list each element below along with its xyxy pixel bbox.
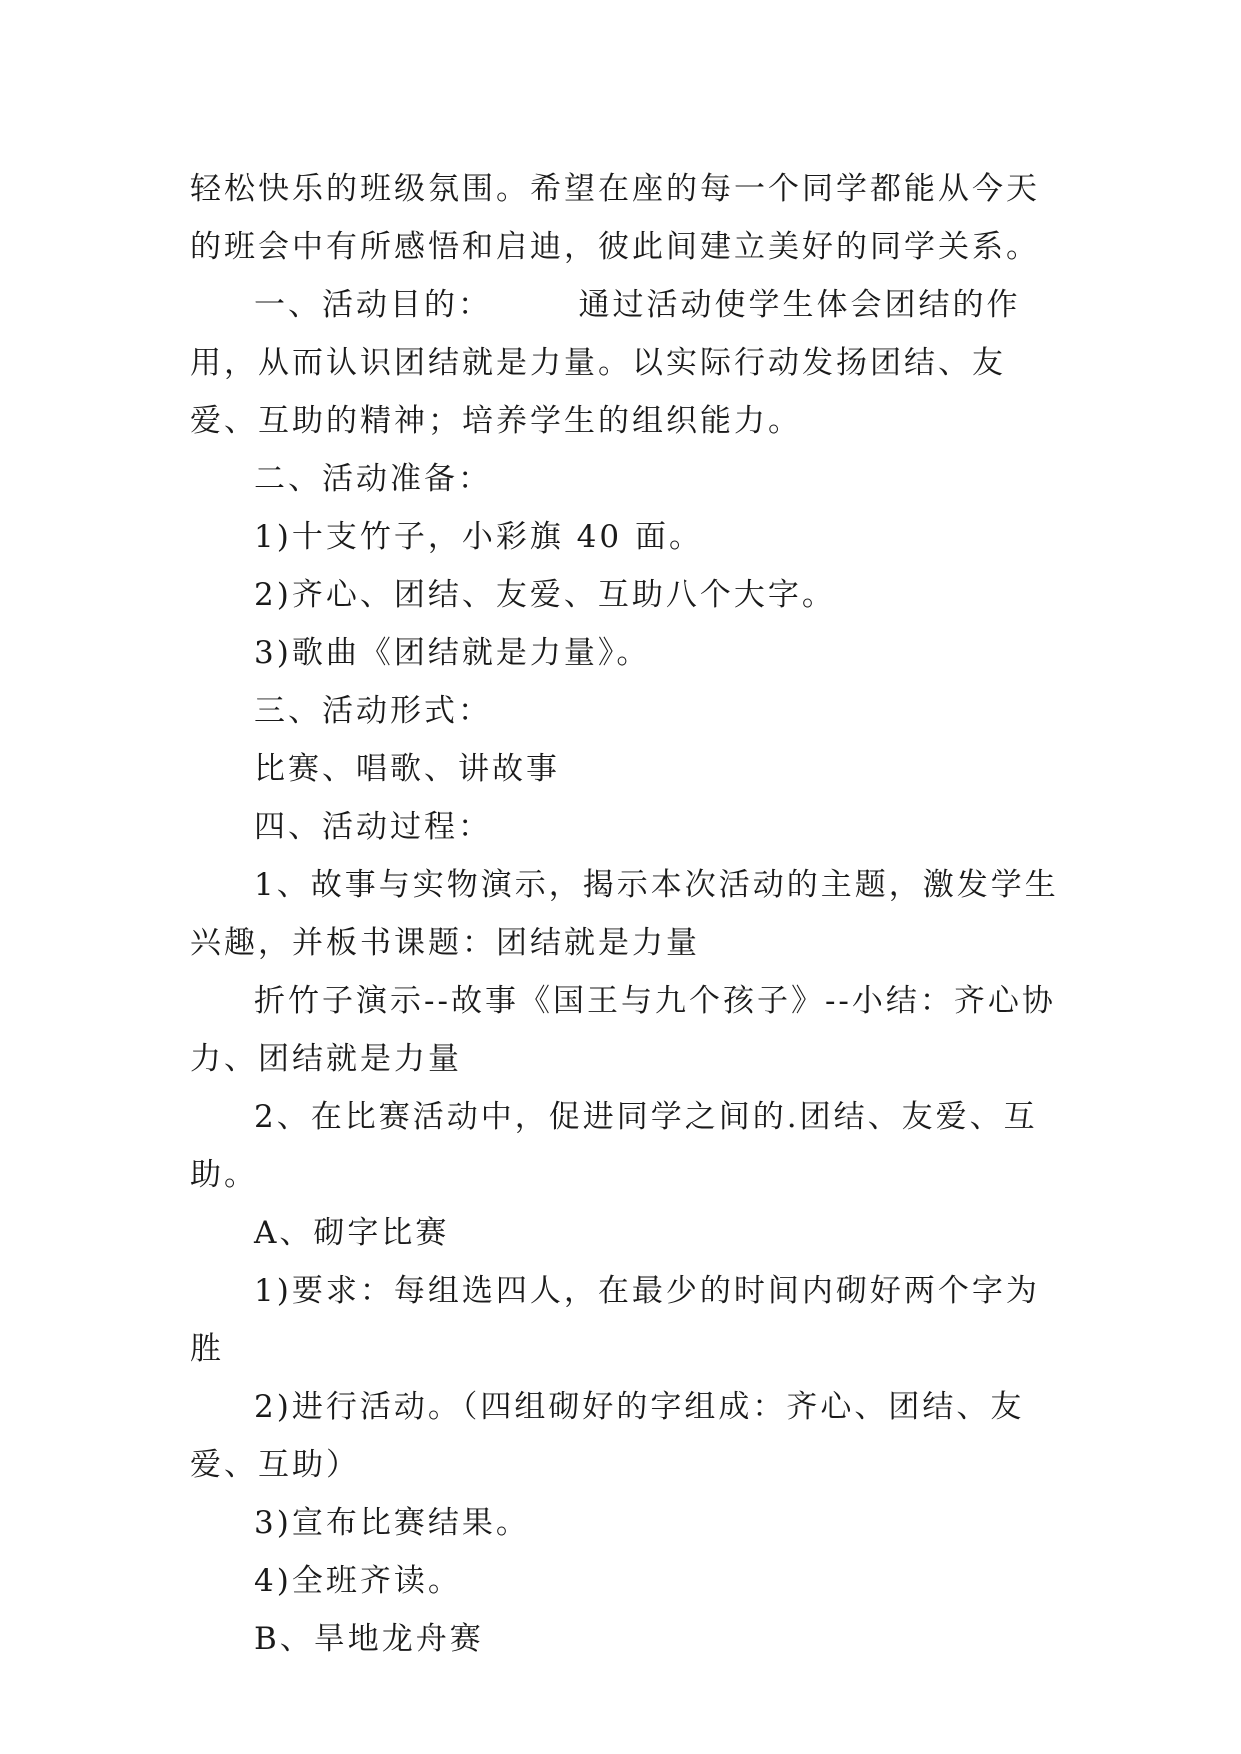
document-body [190,160,1070,1668]
list-item-contest-1: 1)要求：每组选四人，在最少的时间内砌好两个字为胜 [190,1273,1040,1367]
heading-activity-form: 三、活动形式： [254,693,492,729]
subheading-word-building-contest: A、砌字比赛 [254,1215,450,1251]
list-item-contest-4: 4)全班齐读。 [254,1563,462,1599]
paragraph-activity-purpose: 一、活动目的： 通过活动使学生体会团结的作用，从而认识团结就是力量。以实际行动发扬团结、友爱、互助的精神；培养学生的组织能力。 [190,287,1021,439]
list-item-preparation-1: 1)十支竹子，小彩旗 40 面。 [254,519,703,555]
paragraph-process-1: 1、故事与实物演示，揭示本次活动的主题，激发学生兴趣，并板书课题：团结就是力量 [190,867,1059,961]
paragraph-bamboo-demo: 折竹子演示--故事《国王与九个孩子》--小结：齐心协力、团结就是力量 [190,983,1056,1077]
paragraph-activity-form: 比赛、唱歌、讲故事 [254,751,560,787]
list-item-preparation-2: 2)齐心、团结、友爱、互助八个大字。 [254,577,836,613]
list-item-contest-2: 2)进行活动。（四组砌好的字组成：齐心、团结、友爱、互助） [190,1389,1025,1483]
list-item-preparation-3: 3)歌曲《团结就是力量》。 [254,635,651,671]
heading-activity-preparation: 二、活动准备： [254,461,492,497]
subheading-dragon-boat-race: B、旱地龙舟赛 [254,1621,484,1657]
paragraph-intro: 轻松快乐的班级氛围。希望在座的每一个同学都能从今天的班会中有所感悟和启迪，彼此间建立美好的同学关系。 [190,171,1040,265]
heading-activity-process: 四、活动过程： [254,809,492,845]
list-item-contest-3: 3)宣布比赛结果。 [254,1505,530,1541]
paragraph-process-2: 2、在比赛活动中，促进同学之间的.团结、友爱、互助。 [190,1099,1038,1193]
